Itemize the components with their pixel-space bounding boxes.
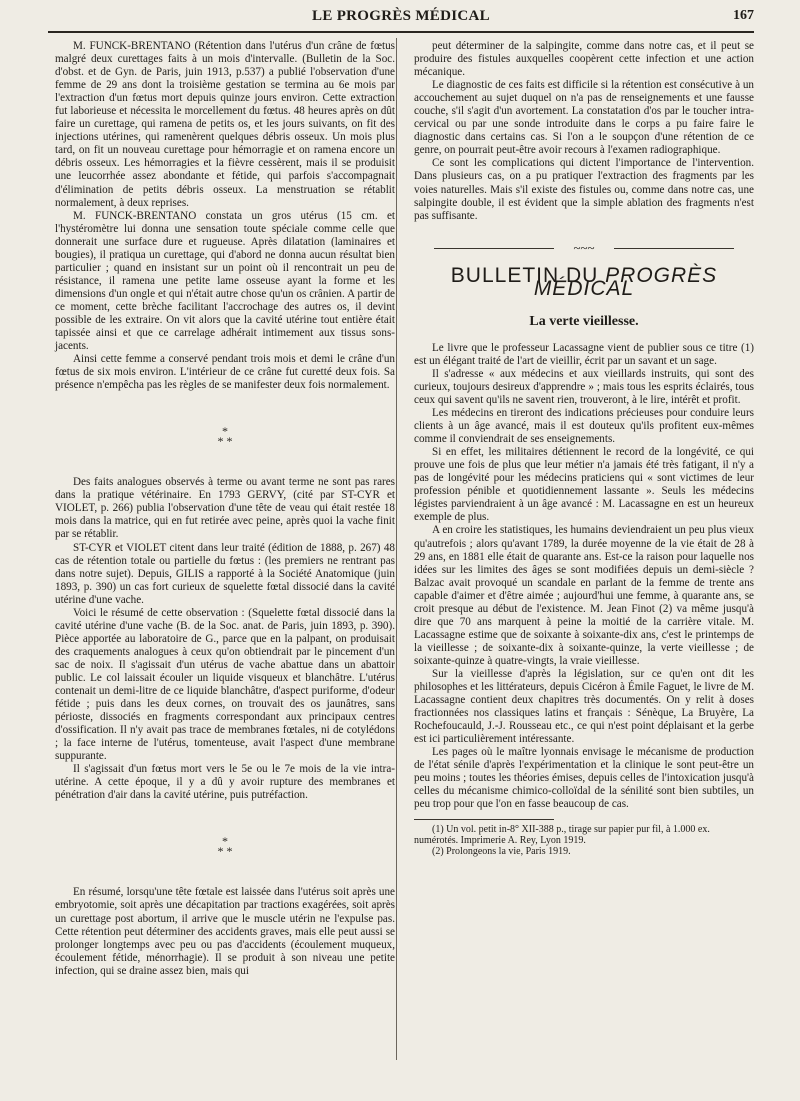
paragraph: Les médecins en tireront des indications précieuses pour conduire leurs clients à un âge avancé, mais il est douteux qu'ils profitent eux-mêmes comme il conviendrait de ses enseignements. — [414, 407, 754, 446]
section-ornament — [414, 241, 754, 255]
footnote: (1) Un vol. petit in-8° XII-388 p., tirage sur papier pur fil, à 1.000 ex. numérotés. Imprimerie A. Rey, Lyon 1919. — [414, 824, 710, 847]
paragraph: Des faits analogues observés à terme ou avant terme ne sont pas rares dans la pratique vétérinaire. En 1793 GERVY, (cité par ST-CYR et VIOLET, p. 266) publia l'observation d'une tête de veau qui était restée 18 mois dans la matrice, qui en fut retirée avec peine, après quoi la vache finit par se rétablir. — [55, 476, 395, 541]
bulletin-prefix: BULLETIN DU — [450, 263, 599, 287]
journal-title: LE PROGRÈS MÉDICAL — [312, 8, 490, 24]
paragraph: Sur la vieillesse d'après la législation, sur ce qu'en ont dit les philosophes et les littérateurs, depuis Cicéron à Émile Faguet, le livre de M. Lacassagne contient deux chapitres très documentés. On y relit à doses fractionnées nos classiques latins et français : Sénèque, La Bruyère, La Rochefoucauld, J.-J. Rousseau etc., ce qui n'est point déplaisant et la gerbe est ici particulièrement intéressante. — [414, 667, 754, 746]
ornament-line-left — [434, 248, 554, 249]
paragraph: A en croire les statistiques, les humains deviendraient un peu plus vieux qu'autrefois ; alors qu'avant 1789, la durée moyenne de la vie était de 28 à 29 ans, en 1881 elle était de quarante ans. Est-ce la raison pour laquelle nos idées sur les limites des âges se sont modifiées depuis un demi-siècle ? Balzac avait provoqué un scandale en parlant de la femme de trente ans capable d'aimer et d'être aimée ; aujourd'hui une femme, à quarante ans, se croit presque au début de l'existence. M. Jean Finot (2) va même jusqu'à dire que 70 ans marquent à peine la moitié de la carrière vitale. M. Lacassagne estime que de soixante à soixante-dix ans, c'est le printemps de la vieillesse ; de soixante-dix à soixante-quinze, la verte vieillesse ; de soixante-quinze à quatre-vingts, la vraie vieillesse. — [414, 524, 754, 667]
footnote-rule — [414, 819, 554, 820]
ornament-line-right — [614, 248, 734, 249]
paragraph: M. FUNCK-BRENTANO (Rétention dans l'utérus d'un crâne de fœtus malgré deux curettages faits à un mois d'intervalle. (Bulletin de la Soc. d'obst. et de Gyn. de Paris, juin 1913, p.537) a publié l'observation d'une femme de 29 ans dont la troisième gestation se termina au 6e mois par l'extraction d'un fœtus mort depuis quinze jours environ. Cette extraction fut laborieuse et nécessita le morcellement du fœtus. 48 heures après on dût faire un curettage, qui ramena de petits os, et les jours suivants, on fit des injections utérines, qui ramenèrent quelques débris osseux. Un mois plus tard, on fit un nouveau curettage pour hémorragie et on ramena encore un débris osseux. Les hémorragies et la fièvre cessèrent, mais il se produisit une leucorrhée assez abondante et fétide, qui parfois s'accompagnait d'élimination de petits débris osseux. La menstruation se rétablit normalement, à deux reprises. — [55, 40, 395, 209]
star-bottom: * * — [217, 434, 233, 449]
paragraph: Les pages où le maître lyonnais envisage le mécanisme de production de l'état sénile d'après l'expérimentation et la clinique le sont peut-être un peu moins ; toutes les théories émises, depuis celles de l'intoxication jusqu'à celles du mécanisme chimico-colloïdal de la sénilité sont bien subtiles, un peu trop pour que l'on en fasse beaucoup de cas. — [414, 746, 754, 811]
page-number: 167 — [733, 8, 754, 23]
article-title: La verte vieillesse. — [529, 313, 639, 329]
star-top: * — [222, 424, 228, 439]
paragraph: Ainsi cette femme a conservé pendant trois mois et demi le crâne d'un fœtus de six mois environ. L'intérieur de ce crâne fut curetté deux fois. Sa présence n'empêcha pas les règles de se manifester deux fois normalement. — [55, 353, 395, 392]
bulletin-heading — [414, 263, 754, 300]
paragraph: Ce sont les complications qui dictent l'importance de l'intervention. Dans plusieurs cas, on a pu pratiquer l'extraction des fragments par les voies naturelles. Mais s'il existe des fistules ou, comme dans notre cas, une salpingite double, il est évident que la simple ablation des fragments n'est pas suffisante. — [414, 157, 754, 222]
header-rule — [48, 31, 754, 33]
paragraph: peut déterminer de la salpingite, comme dans notre cas, et il peut se produire des fistules auxquelles coopèrent cette infection et une action mécanique. — [414, 40, 754, 79]
bulletin-journal: PROGRÈS MÉDICAL — [533, 263, 718, 300]
column-divider — [396, 38, 397, 1060]
paragraph: En résumé, lorsqu'une tête fœtale est laissée dans l'utérus soit après une embryotomie, soit après une décapitation par tractions exagérées, soit après un curettage post abortum, il arrive que le muscle utérin ne l'expulse pas. Cette rétention peut déterminer des accidents graves, mais elle peut aussi se prolonger longtemps avec peu ou pas d'accidents (écoulement muqueux, écoulement fétide, ménorrhagie). Il se produit à son niveau une petite infection, qui se draine assez bien, mais qui — [55, 886, 395, 977]
paragraph: Le livre que le professeur Lacassagne vient de publier sous ce titre (1) est un élégant traité de l'art de vieillir, écrit par un savant et un sage. — [414, 341, 754, 367]
left-column — [55, 40, 395, 978]
star-bottom: * * — [217, 844, 233, 859]
ornament-glyph: ~~~ — [573, 239, 595, 255]
section-stars — [55, 834, 395, 859]
paragraph: Le diagnostic de ces faits est difficile si la rétention est consécutive à un accouchement au sujet duquel on n'a pas de renseignements et une fausse couche, s'il s'agit d'un avortement. La constatation d'os par le toucher intra-cervical ou par une sonde introduite dans le corps a pu faire faire le diagnostic dans certains cas. Si l'on a le soupçon d'une rétention de ce genre, on pourrait peut-être avoir recours à l'examen radiographique. — [414, 79, 754, 157]
paragraph: Si en effet, les militaires détiennent le record de la longévité, ce qui prouve une fois de plus que leur métier n'a jamais été très fatigant, il n'y a pas de longévité pour les médecins praticiens qui « sont victimes de leur profession pénible et quotidiennement lassante ». Seuls les médecins légistes parviendraient à un âge avancé : M. Lacassagne en est un heureux exemple de plus. — [414, 446, 754, 524]
paragraph: ST-CYR et VIOLET citent dans leur traité (édition de 1888, p. 267) 48 cas de rétention totale ou partielle du fœtus : (les premiers ne rentrant pas dans notre sujet). Depuis, GILIS a rapporté à la Société Anatomique (juin 1893, p. 390) un cas fort curieux de squelette fœtal dissocié dans la cavité utérine d'une vache. — [55, 541, 395, 606]
paragraph: Voici le résumé de cette observation : (Squelette fœtal dissocié dans la cavité utérine d'une vache (B. de la Soc. anat. de Paris, juin 1893, p. 390). Pièce apportée au laboratoire de G., parce que en la palpant, on produisait des craquements analogues à ceux qu'on obtiendrait par le pincement d'un sac de noix. Il s'agissait d'un utérus de vache abattue dans un abattoir public. Le col laissait écouler un liquide visqueux et blanchâtre. L'utérus contenait un demi-litre de ce liquide blanchâtre, d'aspect puriforme, d'odeur fétide ; puis dans les deux cornes, on trouvait des os jaunâtres, sans périoste, dissociés en fragments correspondant aux principaux centres d'ossification. Il n'y avait pas trace de membranes fœtales, ni de cotylédons ; la face interne de l'utérus, tomenteuse, avait l'aspect d'une membrane suppurante. — [55, 606, 395, 763]
page-header — [48, 8, 754, 30]
paragraph: M. FUNCK-BRENTANO constata un gros utérus (15 cm. et l'hystéromètre lui donna une sensation toute spéciale comme celle que donnerait une surface dure et rugueuse. Après dilatation (laminaires et bougies), il pratiqua un curettage, qui d'abord ne donna aucun résultat bien particulier ; quand en insistant sur un point où il rencontrait un peu de résistance, il ramena une petite lame osseuse ayant la forme et les dimensions d'un ongle et qui n'était autre chose qu'un os crânien. A partir de ce moment, cette brèche facilitant l'accrochage des autres os, il devint possible de les extraire. On vit alors que la cavité utérine tout entière était tapissée ainsi et que ce carrelage adhérait intimement aux tissus sons-jacents. — [55, 209, 395, 353]
paragraph: Il s'adresse « aux médecins et aux vieillards instruits, qui sont des curieux, toujours desireux d'apprendre » ; mais tous les esprits éclairés, tous ceux qui savent qu'ils ne savent rien, trouveront, à le lire, intérêt et profit. — [414, 367, 754, 406]
right-column — [414, 40, 754, 857]
star-top: * — [222, 834, 228, 849]
footnote: (2) Prolongeons la vie, Paris 1919. — [432, 846, 571, 858]
section-stars — [55, 424, 395, 449]
paragraph: Il s'agissait d'un fœtus mort vers le 5e ou le 7e mois de la vie intra-utérine. A cette époque, il y a dû y avoir rupture des membranes et pénétration d'air dans la cavité utérine, puis putréfaction. — [55, 763, 395, 802]
